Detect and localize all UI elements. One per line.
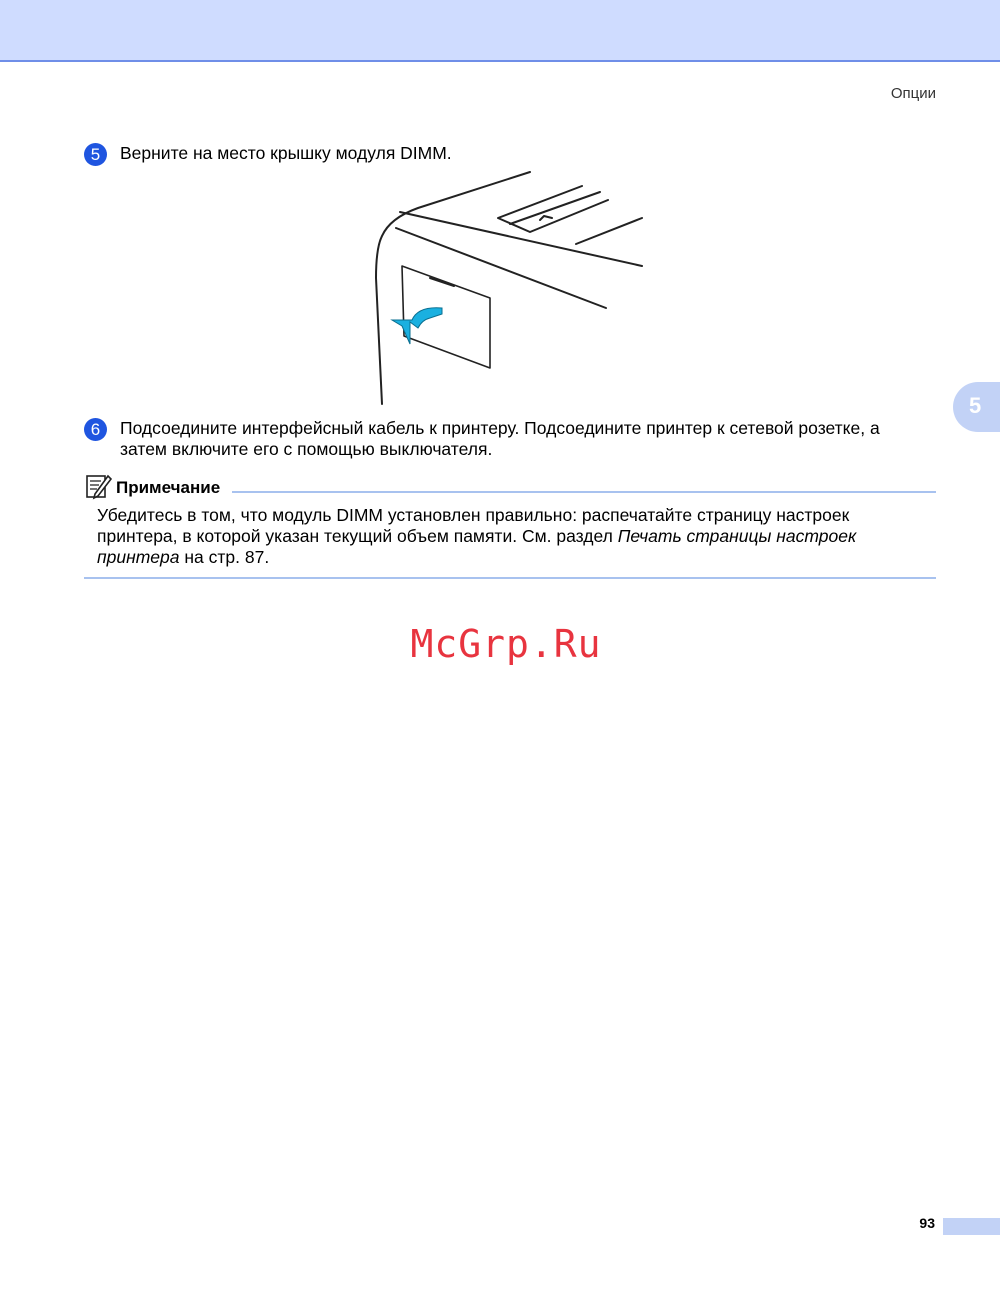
step-text: Верните на место крышку модуля DIMM. [120, 143, 452, 163]
page-tab [943, 1218, 1000, 1235]
note-title: Примечание [116, 478, 221, 497]
note-divider [232, 491, 936, 493]
chapter-tab [953, 382, 1000, 432]
step-number-badge: 5 [84, 143, 107, 166]
printer-dimm-cover-illustration [370, 168, 650, 413]
note-text: Убедитесь в том, что модуль DIMM установлен правильно: распечатайте страницу настроек принтера, в которой указан текущий объем памяти. См. раздел [97, 505, 850, 546]
watermark: McGrp.Ru [410, 622, 602, 666]
note-text-end: на стр. 87. [179, 547, 270, 567]
chapter-number: 5 [969, 393, 982, 418]
step-5 [84, 143, 914, 164]
page-number: 93 [919, 1215, 935, 1231]
header-band [0, 0, 1000, 62]
step-number-badge: 6 [84, 418, 107, 441]
section-title: Опции [890, 85, 936, 102]
note-pencil-icon [84, 472, 112, 505]
note-body [97, 505, 917, 568]
note-bottom-rule [84, 577, 936, 579]
step-text: Подсоедините интерфейсный кабель к принтеру. Подсоедините принтер к сетевой розетке, а затем включите его с помощью выключателя. [120, 418, 880, 459]
note-link[interactable]: Печать страницы настроек принтера [97, 526, 857, 567]
step-6 [84, 418, 914, 460]
note-header [84, 472, 936, 502]
